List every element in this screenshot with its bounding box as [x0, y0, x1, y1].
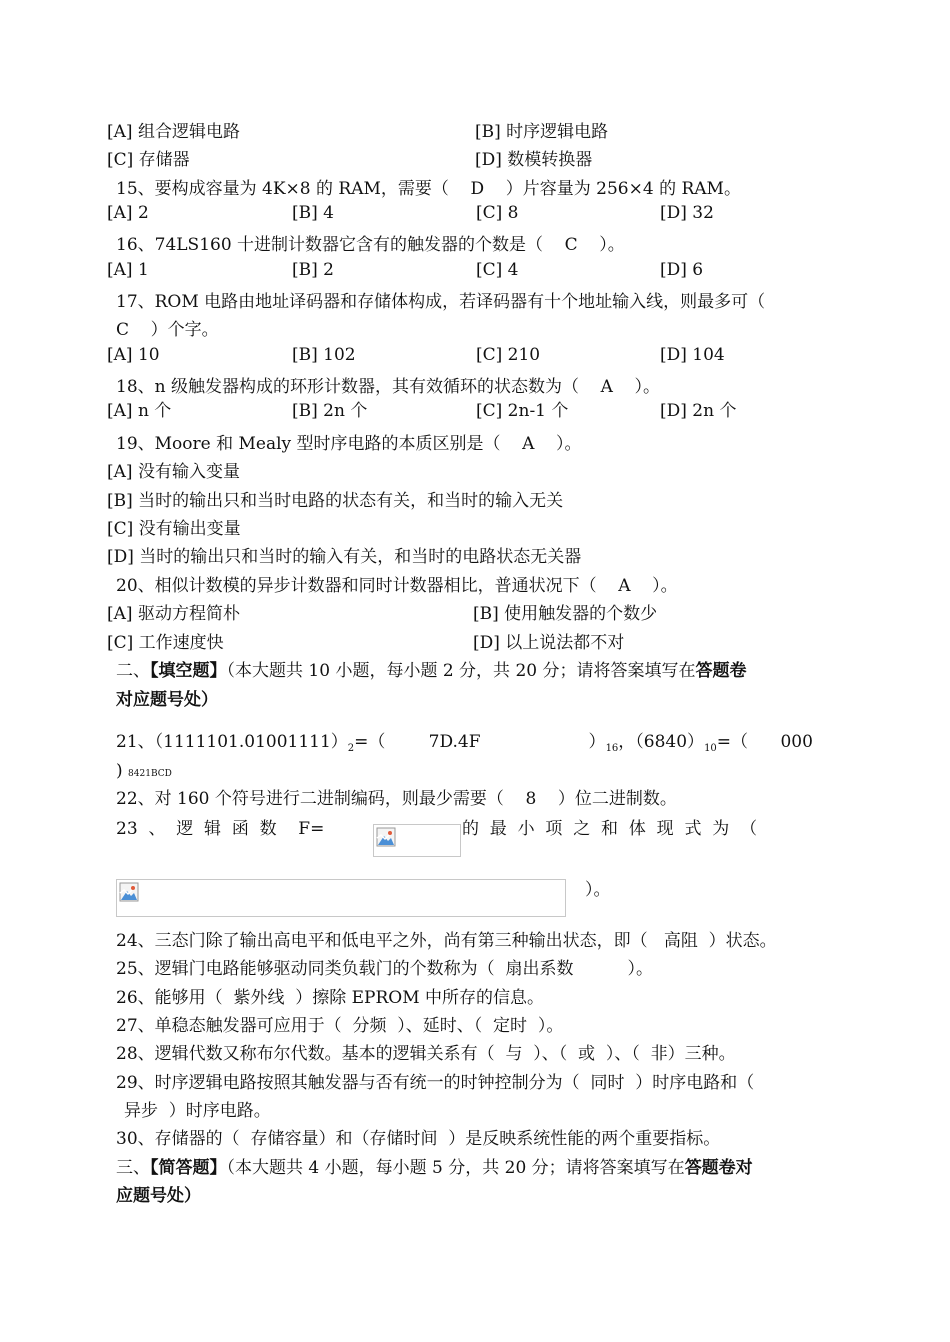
q18-option-a: [A] n 个 [107, 401, 172, 421]
q15-option-d: [D] 32 [660, 203, 714, 223]
q21-line1 [116, 731, 813, 760]
section3-header [116, 1157, 753, 1179]
q17-option-c: [C] 210 [476, 345, 541, 365]
q15-option-c: [C] 8 [476, 203, 519, 223]
q23-line2-end: ）。 [585, 880, 611, 900]
section2-desc: （本大题共 10 小题，每小题 2 分，共 20 分；请将答案填写在 [226, 661, 696, 681]
q21-line2 [116, 760, 172, 785]
q19-option-d: [D] 当时的输出只和当时的输入有关，和当时的电路状态无关器 [107, 547, 582, 567]
section3-emph: 答题卷对 [684, 1158, 753, 1178]
q25-text: 25、逻辑门电路能够驱动同类负载门的个数称为（ 扇出系数 ）。 [116, 959, 653, 979]
q20-stem: 20、相似计数模的异步计数器和同时计数器相比，普通状况下（ A ）。 [116, 576, 678, 596]
broken-image-icon [376, 827, 396, 847]
q16-option-b: [B] 2 [292, 260, 334, 280]
q15-option-b: [B] 4 [292, 203, 334, 223]
q29-line2: 异步 ）时序电路。 [124, 1101, 271, 1121]
q27-text: 27、单稳态触发器可应用于（ 分频 ）、延时、（ 定时 ）。 [116, 1016, 564, 1036]
section2-emph: 答题卷 [695, 661, 747, 681]
q21-sub3: 10 [704, 743, 717, 754]
q18-option-b: [B] 2n 个 [292, 401, 368, 421]
section3-title: 【简答题】 [150, 1158, 227, 1178]
q21-part2: =（ 7D.4F ） [354, 732, 606, 752]
q21-sub1: 2 [347, 743, 355, 754]
q26-text: 26、能够用（ 紫外线 ）擦除 EPROM 中所存的信息。 [116, 988, 545, 1008]
q17-option-a: [A] 10 [107, 345, 160, 365]
section3-header-line2: 应题号处） [116, 1186, 201, 1206]
section2-header [116, 660, 747, 682]
q14-option-a: [A] 组合逻辑电路 [107, 122, 240, 142]
q16-option-d: [D] 6 [660, 260, 704, 280]
q23-formula-image [373, 824, 461, 857]
q21-sub2: 16 [605, 743, 619, 754]
q20-option-b: [B] 使用触发器的个数少 [473, 604, 658, 624]
q16-stem: 16、74LS160 十进制计数器它含有的触发器的个数是（ C ）。 [116, 235, 625, 255]
q15-stem: 15、要构成容量为 4K×8 的 RAM，需要（ D ）片容量为 256×4 的 RAM。 [116, 179, 741, 199]
q19-option-a: [A] 没有输入变量 [107, 462, 240, 482]
q30-text: 30、存储器的（ 存储容量）和（存储时间 ）是反映系统性能的两个重要指标。 [116, 1129, 721, 1149]
q20-option-d: [D] 以上说法都不对 [473, 633, 625, 653]
q19-option-c: [C] 没有输出变量 [107, 519, 241, 539]
q18-option-d: [D] 2n 个 [660, 401, 737, 421]
q23-answer-image [116, 879, 566, 917]
q23-line1-left: 23 、 逻 辑 函 数 F= [116, 819, 325, 839]
q21-part1: 21、（1111101.01001111） [116, 732, 348, 752]
q29-line1: 29、时序逻辑电路按照其触发器与否有统一的时钟控制分为（ 同时 ）时序电路和（ [116, 1073, 755, 1093]
q23-line1-right: 的 最 小 项 之 和 体 现 式 为 （ [462, 819, 758, 839]
q17-stem-line2: C ）个字。 [116, 320, 219, 340]
section3-prefix: 三、 [116, 1158, 150, 1178]
section2-title: 【填空题】 [150, 661, 227, 681]
section3-desc: （本大题共 4 小题，每小题 5 分，共 20 分；请将答案填写在 [226, 1158, 685, 1178]
q19-stem: 19、Moore 和 Mealy 型时序电路的本质区别是（ A ）。 [116, 434, 582, 454]
section2-prefix: 二、 [116, 661, 150, 681]
q17-option-d: [D] 104 [660, 345, 725, 365]
q15-option-a: [A] 2 [107, 203, 149, 223]
q18-stem: 18、n 级触发器构成的环形计数器，其有效循环的状态数为（ A ）。 [116, 377, 660, 397]
q20-option-a: [A] 驱动方程简朴 [107, 604, 240, 624]
q24-text: 24、三态门除了输出高电平和低电平之外，尚有第三种输出状态，即（ 高阻 ）状态。 [116, 931, 777, 951]
q17-option-b: [B] 102 [292, 345, 356, 365]
q28-text: 28、逻辑代数又称布尔代数。基本的逻辑关系有（ 与 ）、（ 或 ）、（ 非）三种。 [116, 1044, 736, 1064]
q16-option-c: [C] 4 [476, 260, 519, 280]
q21-sub-bcd: 8421BCD [128, 769, 172, 779]
q21-part4: =（ 000 [716, 732, 813, 752]
q18-option-c: [C] 2n-1 个 [476, 401, 569, 421]
q17-stem-line1: 17、ROM 电路由地址译码器和存储体构成，若译码器有十个地址输入线，则最多可（ [116, 292, 766, 312]
q16-option-a: [A] 1 [107, 260, 149, 280]
q14-option-d: [D] 数模转换器 [475, 150, 593, 170]
q14-option-c: [C] 存储器 [107, 150, 190, 170]
q20-option-c: [C] 工作速度快 [107, 633, 224, 653]
q14-option-b: [B] 时序逻辑电路 [475, 122, 609, 142]
section2-header-line2: 对应题号处） [116, 690, 218, 710]
q21-close: ) [116, 761, 123, 781]
q21-part3: ，（6840） [618, 732, 705, 752]
broken-image-icon [119, 882, 139, 902]
q19-option-b: [B] 当时的输出只和当时电路的状态有关，和当时的输入无关 [107, 491, 564, 511]
q22-text: 22、对 160 个符号进行二进制编码，则最少需要（ 8 ）位二进制数。 [116, 789, 677, 809]
